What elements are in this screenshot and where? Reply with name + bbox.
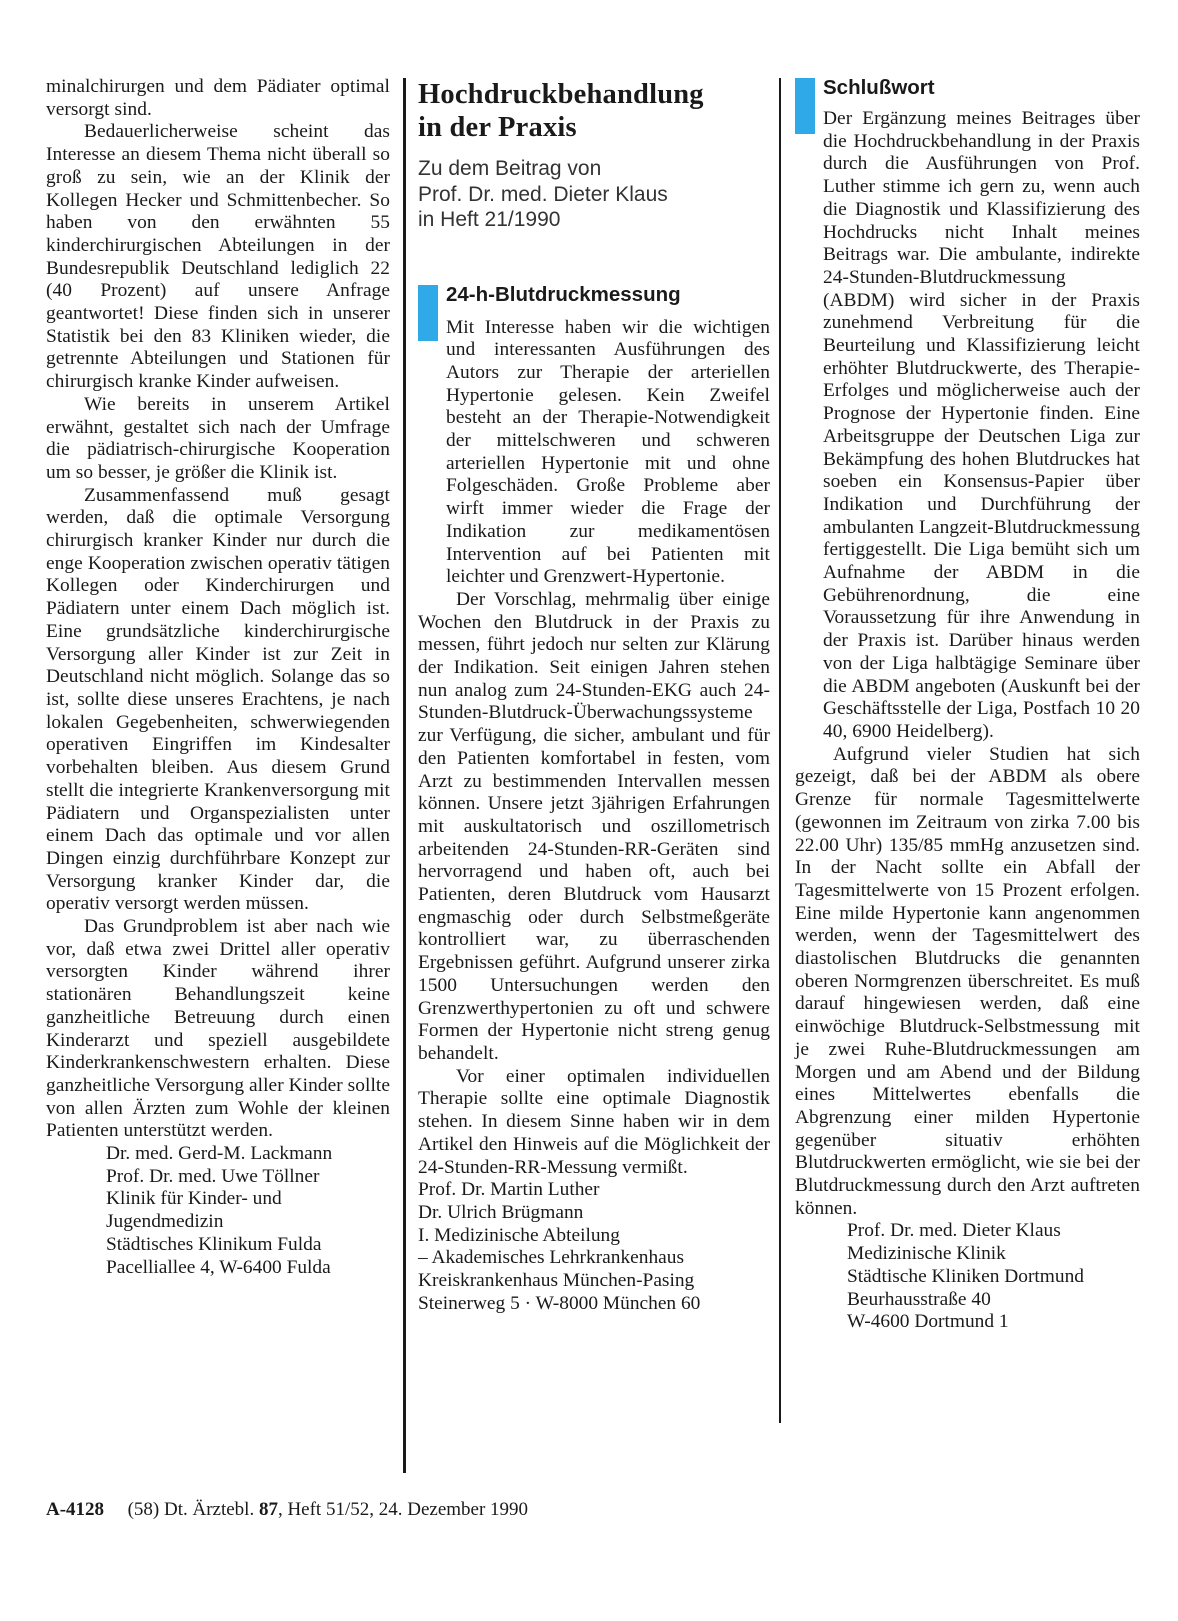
article-subtitle-line: Zu dem Beitrag von — [418, 157, 602, 180]
paragraph: minalchirurgen und dem Pädiater optimal versorgt sind. — [46, 76, 390, 120]
page-code: A-4128 — [46, 1499, 105, 1520]
paragraph: Der Ergänzung meines Beitrages über die Hochdruckbehandlung in der Praxis durch die Ausführungen von Prof. Luther stimme ich gern zu, wenn auch die Diagnostik und Klassifizierung des Hochdrucks nicht Inhalt meines Beitrags war. Die ambulante, indirekte 24-Stunden-Blutdruckmessung (ABDM) wird sicher in der Praxis zunehmend Verbreitung für die Beurteilung und Klassifizierung leicht erhöhter Blutdruckwerte, des Therapie-Erfolges und möglicherweise auch der Prognose der Hypertonie finden. Eine Arbeitsgruppe der Deutschen Liga zur Bekämpfung des hohen Blutdruckes hat soeben ein Konsensus-Papier über Indikation und Durchführung der ambulanten Langzeit-Blutdruckmessung fertiggestellt. Die Liga bemüht sich um Aufnahme der ABDM in die Gebührenordnung, die eine Voraussetzung für ihre Anwendung in der Praxis ist. Darüber hinaus werden von der Liga halbtägige Seminare über die ABDM angeboten (Auskunft bei der Geschäftsstelle der Liga, Postfach 10 20 40, 6900 Heidelberg). — [823, 108, 1140, 742]
paragraph: Vor einer optimalen individuellen Therapie sollte eine optimale Diagnostik stehen. In diesem Sinne haben wir in dem Artikel den Hinweis auf die Möglichkeit der 24-Stunden-RR-Messung vermißt. — [418, 1065, 770, 1178]
signature-line: Pacelliallee 4, W-6400 Fulda — [106, 1256, 331, 1278]
paragraph: Wie bereits in unserem Artikel erwähnt, gestaltet sich nach der Umfrage die pädiatrisch-chirurgische Kooperation um so besser, je größer die Klinik ist. — [46, 393, 390, 483]
signature-line: Prof. Dr. med. Uwe Töllner — [106, 1165, 320, 1187]
signature-line: W-4600 Dortmund 1 — [847, 1311, 1009, 1333]
signature-line: Kreiskrankenhaus München-Pasing — [418, 1270, 695, 1292]
paragraph: Das Grundproblem ist aber nach wie vor, daß etwa zwei Drittel aller operativ versorgten Kinder während ihrer stationären Behandlungszeit keine ganzheitliche Betreuung durch einen Kinderarzt und speziell ausgebildete Kinderkrankenschwestern erhalten. Diese ganzheitliche Versorgung aller Kinder sollte von allen Ärzten zum Wohle der kleinen Patienten unterstützt werden. — [46, 916, 390, 1142]
section-heading-text: 24-h-Blutdruckmessung — [446, 282, 681, 306]
article-subtitle — [418, 156, 770, 233]
paragraph: Aufgrund vieler Studien hat sich gezeigt, daß bei der ABDM als obere Grenze für normale Tagesmittelwerte (gewonnen im Zeitraum von zirka 7.00 bis 22.00 Uhr) 135/85 mmHg anzusetzen sind. In der Nacht sollte ein Abfall der Tagesmittelwerte von 15 Prozent erfolgen. Eine milde Hypertonie kann angenommen werden, wenn der Tagesmittelwert des diastolischen Blutdrucks die genannten oberen Normgrenzen überschreitet. Es muß darauf hingewiesen werden, daß eine einwöchige Blutdruck-Selbstmessung mit je zwei Ruhe-Blutdruckmessungen am Morgen und am Abend und der Bildung eines Mittelwertes ebenfalls die Abgrenzung einer milden Hypertonie gegenüber situativ erhöhten Blutdruckwerten ermöglicht, wie sie bei der Blutdruckmessung durch den Arzt auftreten können. — [795, 743, 1140, 1219]
signature-line: Medizinische Klinik — [847, 1243, 1006, 1265]
signature-line: Prof. Dr. med. Dieter Klaus — [847, 1220, 1061, 1242]
section-24h — [418, 283, 770, 1180]
column-3 — [795, 76, 1140, 1334]
signature-block — [847, 1220, 1140, 1334]
signature-line: Dr. Ulrich Brügmann — [418, 1201, 584, 1223]
page-number: (58) — [127, 1499, 160, 1520]
section-heading-text: Schlußwort — [823, 76, 935, 99]
column-divider — [403, 78, 406, 1473]
signature-block — [418, 1179, 770, 1315]
section-heading — [795, 76, 1140, 100]
signature-line: Städtische Kliniken Dortmund — [847, 1265, 1084, 1287]
issue-date: , Heft 51/52, 24. Dezember 1990 — [277, 1499, 529, 1520]
accent-bar — [418, 285, 438, 341]
signature-line: – Akademisches Lehrkrankenhaus — [418, 1247, 684, 1269]
article-title-line: in der Praxis — [418, 112, 577, 143]
signature-line: Klinik für Kinder- und — [106, 1188, 282, 1210]
article-subtitle-line: in Heft 21/1990 — [418, 208, 561, 231]
signature-line: Prof. Dr. Martin Luther — [418, 1179, 600, 1201]
section-heading — [418, 283, 770, 307]
volume-number: 87 — [258, 1499, 278, 1520]
paragraph: Zusammenfassend muß gesagt werden, daß die optimale Versorgung chirurgisch kranker Kinder nur durch die enge Kooperation zwischen operativ tätigen Kollegen oder Kinderchirurgen und Pädiatern unter einem Dach möglich ist. Eine grundsätzliche kinderchirurgische Versorgung aller Kinder ist zur Zeit in Deutschland nicht möglich. Solange das so ist, sollte diese unseres Erachtens, je nach lokalen Gegebenheiten, schwerwiegenden operativen Eingriffen im Kindesalter vorbehalten bleiben. Aus diesem Grund stellt die integrierte Krankenversorgung mit Pädiatern und Organspezialisten unter einem Dach das optimale und vor allen Dingen einzig durchführbare Konzept zur Versorgung kranker Kinder dar, die operativ versorgt werden müssen. — [46, 484, 390, 915]
signature-line: Dr. med. Gerd-M. Lackmann — [106, 1143, 333, 1165]
paragraph: Bedauerlicherweise scheint das Interesse an diesem Thema nicht überall so groß zu sein, wie an der Klinik der Kollegen Hecker und Schmittenbecher. So haben von den erwähnten 55 kinderchirurgischen Abteilungen in der Bundesrepublik Deutschland lediglich 22 (40 Prozent) auf unsere Anfrage geantwortet! Diese finden sich in unserer Statistik bei den 83 Kliniken wieder, die getrennte Abteilungen und Stationen für chirurgisch kranke Kinder aufweisen. — [46, 121, 390, 393]
accent-bar — [795, 78, 815, 134]
article-title-line: Hochdruckbehandlung — [418, 79, 704, 110]
column-divider — [779, 78, 781, 1423]
paragraph: Der Vorschlag, mehrmalig über einige Wochen den Blutdruck in der Praxis zu messen, führt jedoch nur selten zur Klärung der Indikation. Seit einigen Jahren stehen nun analog zum 24-Stunden-EKG auch 24-Stunden-Blutdruck-Überwachungssysteme zur Verfügung, die sicher, ambulant und für den Patienten komfortabel in festen, vom Arzt zu bestimmenden Intervallen messen können. Unsere jetzt 3jährigen Erfahrungen mit auskultatorisch und oszillometrisch arbeitenden 24-Stunden-RR-Geräten sind hervorragend und haben oft, auch bei Patienten, deren Blutdruck vom Hausarzt engmaschig oder durch Selbstmeßgeräte kontrolliert war, zu überraschenden Ergebnissen geführt. Aufgrund unserer zirka 1500 Untersuchungen werden den Grenzwerthypertonien zu oft und schwere Formen der Hypertonie nicht streng genug behandelt. — [418, 588, 770, 1064]
signature-line: Städtisches Klinikum Fulda — [106, 1233, 322, 1255]
signature-line: Steinerweg 5 · W-8000 München 60 — [418, 1292, 701, 1314]
article-title — [418, 78, 770, 144]
journal-name: Dt. Ärztebl. — [163, 1499, 255, 1520]
section-schlusswort — [795, 76, 1140, 1220]
page-footer — [46, 1499, 528, 1521]
article-subtitle-line: Prof. Dr. med. Dieter Klaus — [418, 182, 668, 206]
signature-line: Beurhausstraße 40 — [847, 1288, 991, 1310]
column-1 — [46, 76, 390, 1279]
signature-line: Jugendmedizin — [106, 1211, 224, 1233]
signature-block — [106, 1143, 390, 1279]
paragraph: Mit Interesse haben wir die wichtigen und interessanten Ausführungen des Autors zur Therapie der arteriellen Hypertonie gelesen. Kein Zweifel besteht an der Therapie-Notwendigkeit der mittelschweren und schweren arteriellen Hypertonie mit und ohne Folgeschäden. Große Probleme aber wirft immer wieder die Frage der Indikation zur medikamentösen Intervention auf bei Patienten mit leichter und Grenzwert-Hypertonie. — [446, 316, 770, 588]
column-2 — [418, 76, 770, 1315]
signature-line: I. Medizinische Abteilung — [418, 1224, 620, 1246]
